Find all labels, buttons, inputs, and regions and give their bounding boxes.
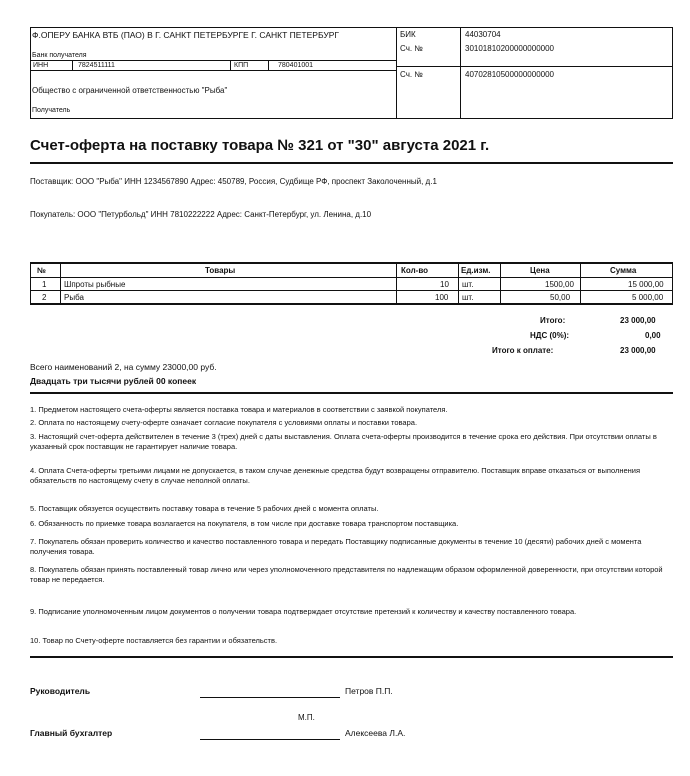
stamp-place: М.П. [298,713,315,722]
col-header-num: № [37,266,46,275]
inn-value: 7824511111 [78,62,115,69]
bank-name: Ф.ОПЕРУ БАНКА ВТБ (ПАО) В Г. САНКТ ПЕТЕРБУРГЕ Г. САНКТ ПЕТЕРБУРГ [32,30,339,40]
pay-value: 23 000,00 [620,346,656,355]
row-price: 50,00 [550,293,571,302]
row-qty: 100 [435,293,449,302]
kpp-value: 780401001 [278,62,314,69]
head-name: Петров П.П. [345,686,393,696]
title-underline [30,162,673,164]
total-value: 23 000,00 [620,316,656,325]
row-goods: Шпроты рыбные [64,280,126,289]
buyer-line: Покупатель: ООО "Петурбольд" ИНН 7810222222 Адрес: Санкт-Петербург, ул. Ленина, д.10 [30,210,372,219]
row-unit: шт. [462,293,474,302]
row-num: 1 [42,280,47,289]
corr-value: 30101810200000000000 [465,44,554,53]
col-header-goods: Товары [205,266,236,275]
term-7: 7. Покупатель обязан проверить количество и качество поставленного товара и передать Поставщику подписанные документы в течение 10 (десяти) рабочих дней с момента получения товара. [30,537,642,556]
row-num: 2 [42,293,47,302]
recipient-label: Получатель [32,107,71,114]
col-header-sum: Сумма [610,266,637,275]
inn-label: ИНН [33,62,49,69]
head-signature-label: Руководитель [30,686,91,696]
acc-value: 40702810500000000000 [465,70,554,79]
col-header-price: Цена [530,266,550,275]
row-sum: 15 000,00 [628,280,664,289]
head-signature-line [200,697,340,698]
document-title: Счет-оферта на поставку товара № 321 от "30" августа 2021 г. [30,137,490,154]
col-header-unit: Ед.изм. [461,266,491,275]
supplier-line: Поставщик: ООО "Рыба" ИНН 1234567890 Адрес: 450789, Россия, Судбище РФ, проспект Заколоченный, д.1 [30,177,437,186]
terms-underline [30,656,673,658]
bank-label: Банк получателя [32,52,87,59]
bik-value: 44030704 [465,30,501,39]
term-1: 1. Предметом настоящего счета-оферты является поставка товара и материалов в соответствии с заявкой покупателя. [30,405,448,414]
bik-label: БИК [400,30,416,39]
term-5: 5. Поставщик обязуется осуществить поставку товара в течение 5 рабочих дней с момента оплаты. [30,504,379,513]
summary-words: Двадцать три тысячи рублей 00 копеек [30,376,197,386]
term-4: 4. Оплата Счета-оферты третьими лицами не допускается, в таком случае денежные средства будут возвращены отправителю. Поставщик вправе отказаться от выполнения обязательств по настоящему счету в случае неполной оплаты. [30,466,641,485]
term-2: 2. Оплата по настоящему счету-оферте означает согласие покупателя с условиями оплаты и поставки товара. [30,418,418,427]
row-price: 1500,00 [545,280,574,289]
term-3: 3. Настоящий счет-оферта действителен в течение 3 (трех) дней с даты выставления. Оплата счета-оферты производится в течение срока его действия. При отсутствии оплаты в указанный срок поставщик не гарантирует наличие товара. [30,432,657,451]
vat-value: 0,00 [645,331,661,340]
term-10: 10. Товар по Счету-оферте поставляется без гарантии и обязательств. [30,636,278,645]
accountant-name: Алексеева Л.А. [345,728,406,738]
kpp-label: КПП [234,62,249,69]
corr-label: Сч. № [400,44,423,53]
row-sum: 5 000,00 [632,293,664,302]
acc-label: Сч. № [400,70,423,79]
term-6: 6. Обязанность по приемке товара возлагается на покупателя, в том числе при доставке товара транспортом поставщика. [30,519,459,528]
row-qty: 10 [440,280,449,289]
row-goods: Рыба [64,293,84,302]
pay-label: Итого к оплате: [492,346,554,355]
term-8: 8. Покупатель обязан принять поставленный товар лично или через уполномоченного представителя по надлежащим образом оформленной доверенности, при отсутствии которой товар не передается. [30,565,663,584]
term-9: 9. Подписание уполномоченным лицом документов о получении товара подтверждает отсутствие претензий к количеству и качеству поставленного товара. [30,607,577,616]
col-header-qty: Кол-во [401,266,429,275]
vat-label: НДС (0%): [530,331,570,340]
accountant-signature-line [200,739,340,740]
summary-underline [30,392,673,394]
recipient-name: Общество с ограниченной ответственностью "Рыба" [32,86,228,95]
total-label: Итого: [540,316,566,325]
accountant-signature-label: Главный бухгалтер [30,728,113,738]
row-unit: шт. [462,280,474,289]
summary-line: Всего наименований 2, на сумму 23000,00 руб. [30,362,217,372]
